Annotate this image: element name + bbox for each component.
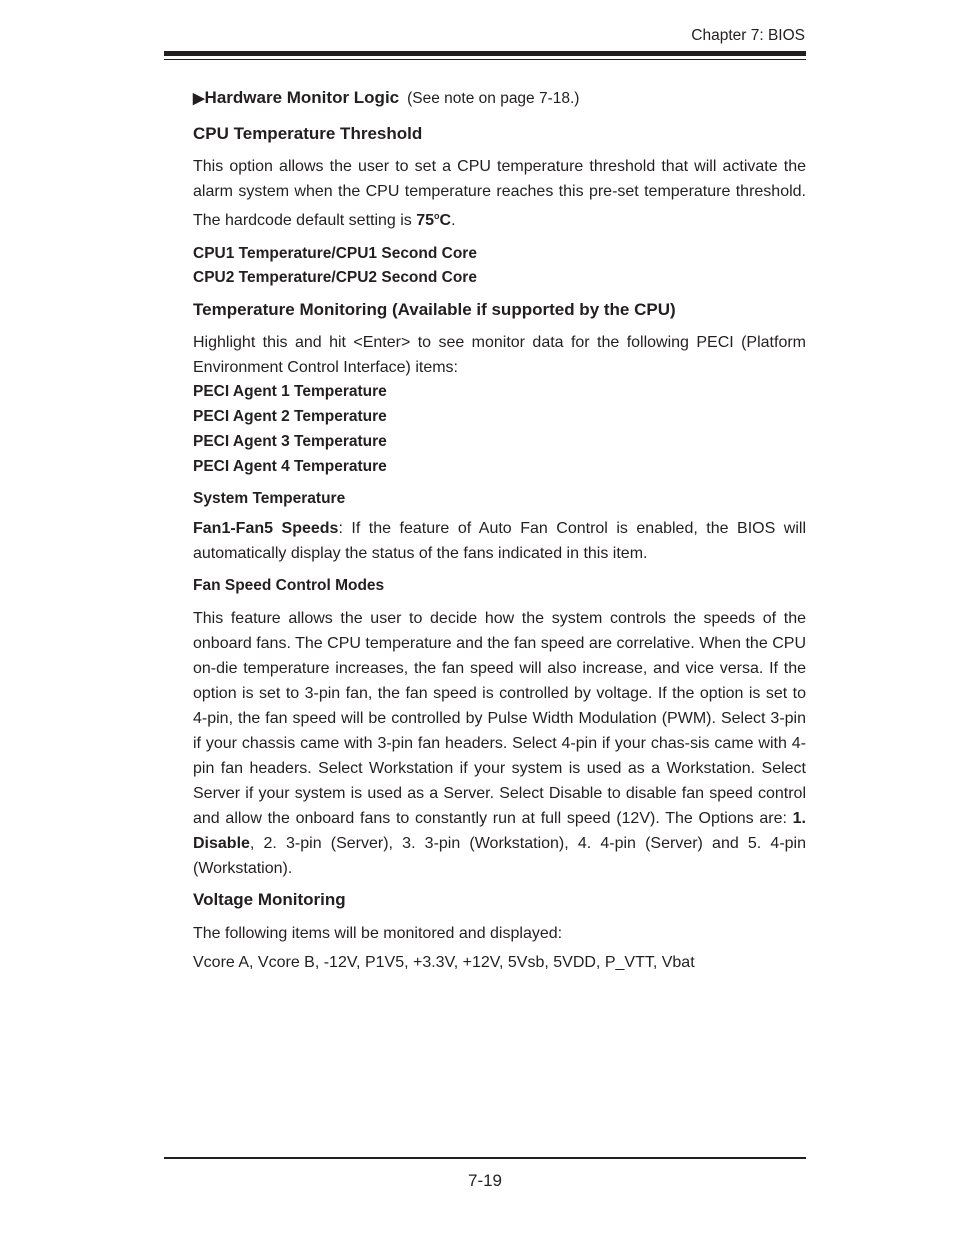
chapter-header: Chapter 7: BIOS <box>691 27 805 44</box>
fan-speeds-text: Fan1-Fan5 Speeds: If the feature of Auto Fan Control is enabled, the BIOS will automatically display the status of the fans indicated in this item. <box>193 520 806 562</box>
cpu1-temperature-item: CPU1 Temperature/CPU1 Second Core <box>193 245 477 262</box>
peci-agent-3: PECI Agent 3 Temperature <box>193 433 387 450</box>
fan-speed-control-heading: Fan Speed Control Modes <box>193 577 385 594</box>
temp-monitoring-heading: Temperature Monitoring (Available if supported by the CPU) <box>193 300 676 319</box>
section-note: (See note on page 7-18.) <box>407 90 580 107</box>
triangle-right-icon: ▶ <box>193 90 205 107</box>
cpu-threshold-text: This option allows the user to set a CPU temperature threshold that will activate the alarm system when the CPU temperature reaches this pre-set temperature threshold. The hardcode default setting is 75$^o$C. <box>193 158 806 229</box>
header-rule-thick <box>164 51 806 56</box>
voltage-monitoring-heading: Voltage Monitoring <box>193 890 346 909</box>
peci-agent-2: PECI Agent 2 Temperature <box>193 408 387 425</box>
header-rule-thin <box>164 59 806 60</box>
cpu2-temperature-item: CPU2 Temperature/CPU2 Second Core <box>193 269 477 286</box>
temp-monitoring-text: Highlight this and hit <Enter> to see monitor data for the following PECI (Platform Environment Control Interface) items: <box>193 334 806 376</box>
default-temperature: 75$^o$C <box>416 211 452 229</box>
section-title-text: Hardware Monitor Logic <box>204 88 400 107</box>
voltage-monitoring-text: The following items will be monitored and displayed: <box>193 925 563 942</box>
voltage-items: Vcore A, Vcore B, -12V, P1V5, +3.3V, +12V, 5Vsb, 5VDD, P_VTT, Vbat <box>193 954 695 971</box>
peci-agent-1: PECI Agent 1 Temperature <box>193 383 387 400</box>
fan-speed-control-text: This feature allows the user to decide how the system controls the speeds of the onboard fans. The CPU temperature and the fan speed are correlative. When the CPU on-die temperature increases, the fan speed will also increase, and vice versa. If the option is set to 3-pin fan, the fan speed is controlled by voltage. If the option is set to 4-pin, the fan speed will be controlled by Pulse Width Modulation (PWM). Select 3-pin if your chassis came with 3-pin fan headers. Select 4-pin if your chas-sis came with 4-pin fan headers. Select Workstation if your system is used as a Workstation. Select Server if your system is used as a Server. Select Disable to disable fan speed control and allow the onboard fans to constantly run at full speed (12V). The Options are: 1. Disable, 2. 3-pin (Server), 3. 3-pin (Workstation), 4. 4-pin (Server) and 5. 4-pin (Workstation). <box>193 610 806 877</box>
page-content <box>193 86 806 975</box>
section-title <box>193 86 806 111</box>
system-temperature-heading: System Temperature <box>193 490 346 507</box>
peci-agent-4: PECI Agent 4 Temperature <box>193 458 387 475</box>
cpu-threshold-heading: CPU Temperature Threshold <box>193 124 423 143</box>
default-fan-option: 1. Disable <box>193 810 806 852</box>
footer-rule <box>164 1157 806 1159</box>
page-number: 7-19 <box>467 1171 503 1190</box>
